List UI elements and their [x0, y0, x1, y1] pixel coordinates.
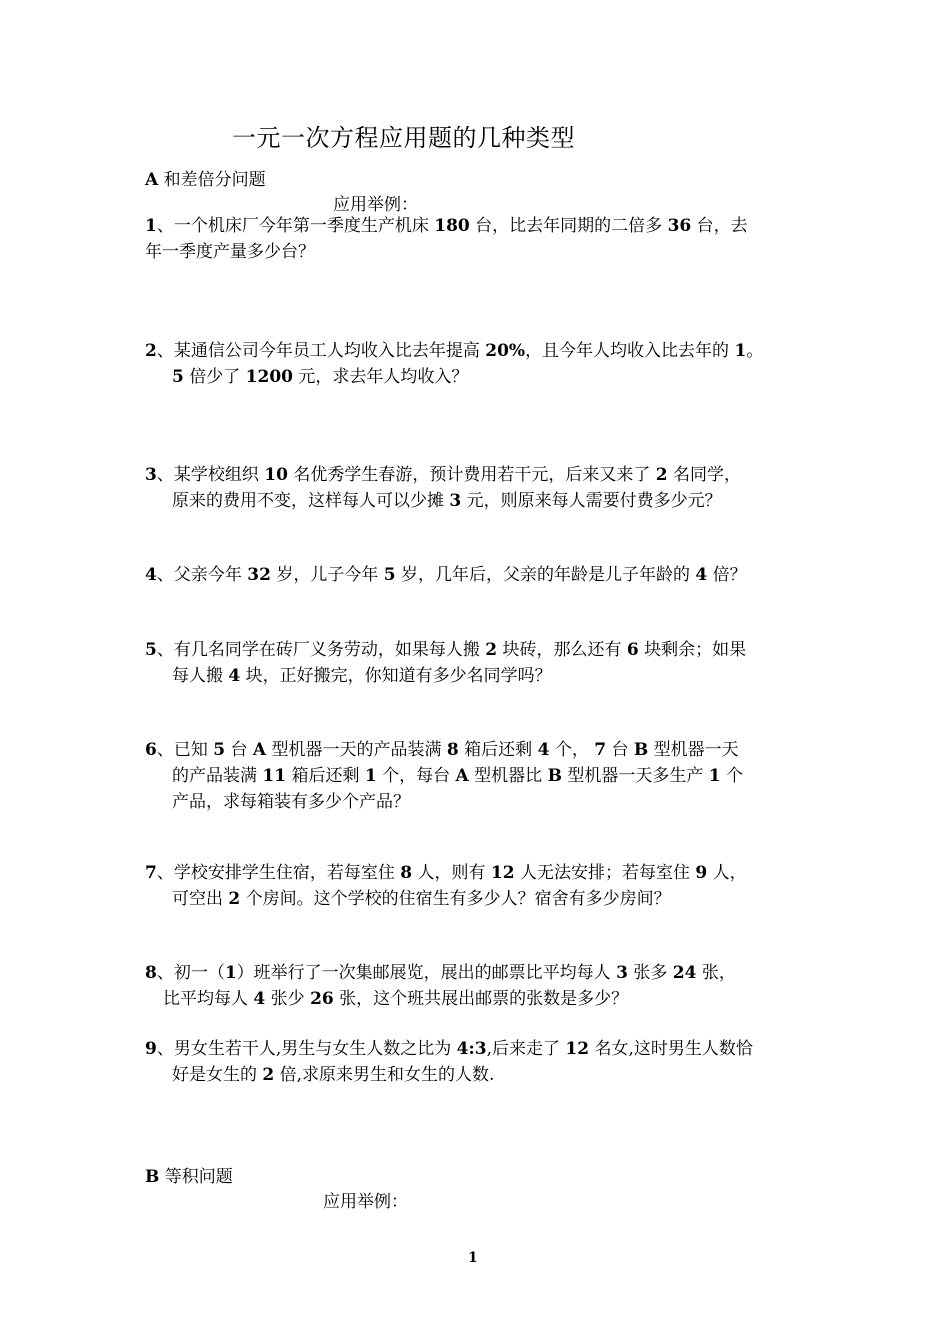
problem-4	[145, 562, 815, 588]
section-a-heading	[145, 165, 266, 190]
problem-line: 产品，求每箱装有多少个产品？	[172, 792, 410, 812]
problem-3	[145, 462, 815, 514]
problem-line: 5、有几名同学在砖厂义务劳动，如果每人搬 2 块砖，那么还有 6 块剩余；如果	[145, 640, 747, 660]
problem-line: 8、初一（1）班举行了一次集邮展览，展出的邮票比平均每人 3 张多 24 张，	[145, 963, 736, 983]
problem-line: 5 倍少了 1200 元，求去年人均收入？	[172, 367, 469, 387]
problem-8	[145, 960, 815, 1012]
problem-line: 可空出 2 个房间。这个学校的住宿生有多少人？宿舍有多少房间？	[172, 889, 671, 909]
section-a-example-label: 应用举例：	[333, 195, 418, 215]
problem-line: 1、一个机床厂今年第一季度生产机床 180 台，比去年同期的二倍多 36 台，去	[145, 216, 748, 236]
problem-line: 4、父亲今年 32 岁，儿子今年 5 岁，几年后，父亲的年龄是儿子年龄的 4 倍？	[145, 565, 747, 585]
problem-5	[145, 637, 815, 689]
problem-line: 的产品装满 11 箱后还剩 1 个，每台 A 型机器比 B 型机器一天多生产 1 个	[172, 766, 743, 786]
section-b-title: 等积问题	[159, 1167, 233, 1187]
problem-line: 3、某学校组织 10 名优秀学生春游，预计费用若干元，后来又来了 2 名同学，	[145, 465, 741, 485]
problem-line: 2、某通信公司今年员工人均收入比去年提高 20%，且今年人均收入比去年的 1。	[145, 341, 764, 361]
section-b-example-label: 应用举例：	[323, 1192, 408, 1212]
section-b-heading	[145, 1162, 233, 1187]
problem-2	[145, 338, 815, 390]
problem-line: 6、已知 5 台 A 型机器一天的产品装满 8 箱后还剩 4 个， 7 台 B 型机器一天	[145, 740, 739, 760]
page-number: 1	[468, 1250, 478, 1266]
section-b-letter: B	[145, 1167, 160, 1187]
problem-line: 好是女生的 2 倍,求原来男生和女生的人数.	[172, 1065, 495, 1085]
problem-1	[145, 213, 815, 265]
problem-line: 9、男女生若干人,男生与女生人数之比为 4:3,后来走了 12 名女,这时男生人数恰	[145, 1039, 753, 1059]
document-title: 一元一次方程应用题的几种类型	[232, 124, 575, 152]
problem-line: 原来的费用不变，这样每人可以少摊 3 元，则原来每人需要付费多少元？	[172, 491, 722, 511]
problem-line: 比平均每人 4 张少 26 张，这个班共展出邮票的张数是多少？	[163, 989, 629, 1009]
problem-9	[145, 1036, 815, 1088]
section-a-letter: A	[145, 170, 159, 190]
section-a-title: 和差倍分问题	[158, 170, 266, 190]
problem-line: 年一季度产量多少台？	[145, 242, 315, 262]
problem-7	[145, 860, 815, 912]
problem-line: 7、学校安排学生住宿，若每室住 8 人，则有 12 人无法安排；若每室住 9 人，	[145, 863, 747, 883]
problem-line: 每人搬 4 块，正好搬完，你知道有多少名同学吗？	[172, 666, 552, 686]
problem-6	[145, 737, 815, 815]
